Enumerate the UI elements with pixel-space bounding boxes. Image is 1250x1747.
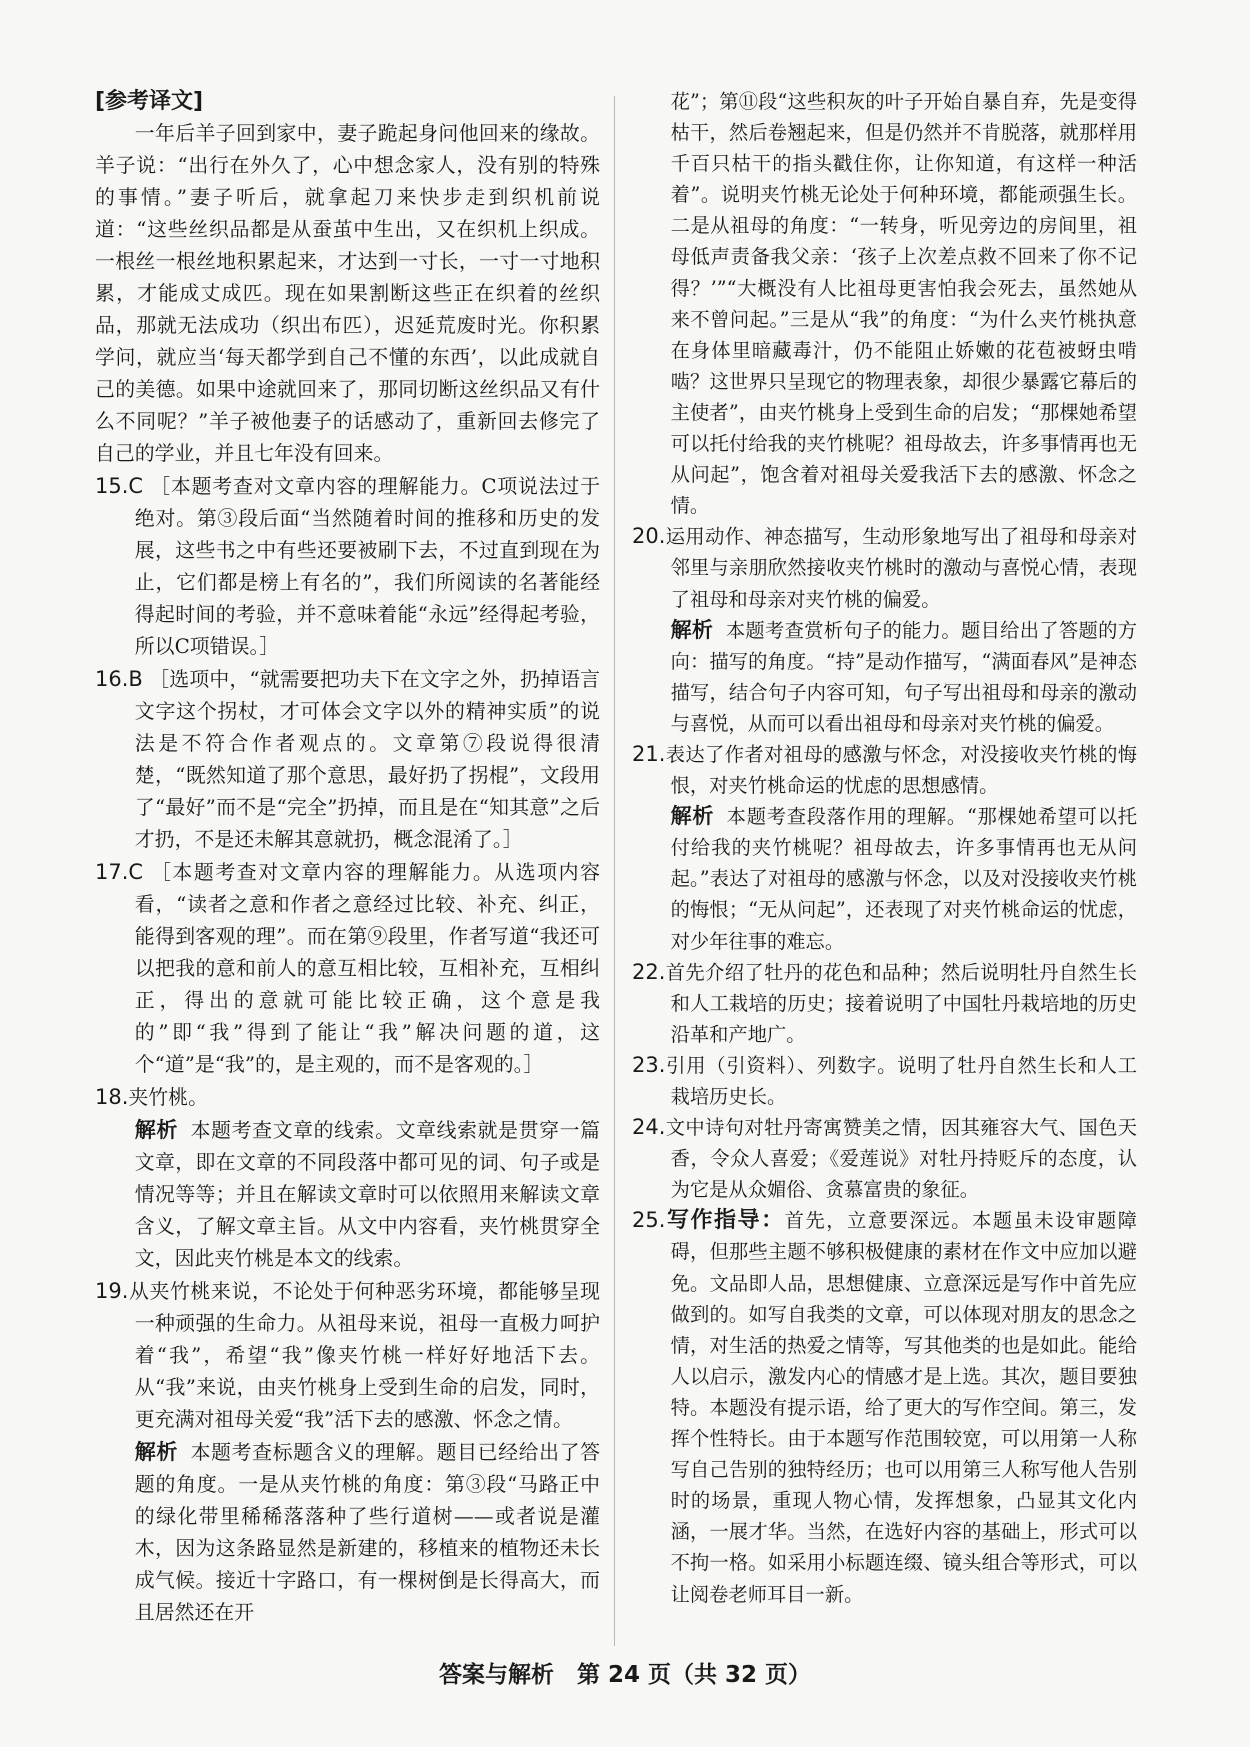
answer-text: 首先介绍了牡丹的花色和品种；然后说明牡丹自然生长和人工栽培的历史；接着说明了中国牡丹栽培地的历史沿革和产地广。 [665,960,1137,1046]
analysis-label: 解析 [134,1118,179,1142]
analysis-text: 本题考查赏析句子的能力。题目给出了答题的方向：描写的角度。“持”是动作描写，“满面春风”是神态描写，结合句子内容可知，句子写出祖母和母亲的激动与喜悦，从而可以看出祖母和母亲对夹竹桃的偏爱。 [670,618,1138,735]
answer-text: 表达了作者对祖母的感激与怀念，对没接收夹竹桃的悔恨，对夹竹桃命运的忧虑的思想感情。 [665,742,1137,798]
translation-text: 一年后羊子回到家中，妻子跪起身问他回来的缘故。羊子说：“出行在外久了，心中想念家人，没有别的特殊的事情。”妻子听后，就拿起刀来快步走到织机前说道：“这些丝织品都是从蚕茧中生出，又在织机上织成。一根丝一根丝地积累起来，才达到一寸长，一寸一寸地积累，才能成丈成匹。现在如果割断这些正在织着的丝织品，那就无法成功（织出布匹），迟延荒废时光。你积累学问，就应当‘每天都学到自己不懂的东西’，以此成就自己的美德。如果中途就回来了，那同切断这丝织品又有什么不同呢？”羊子被他妻子的话感动了，重新回去修完了自己的学业，并且七年没有回来。 [95,122,600,465]
analysis-label: 解析 [670,617,714,642]
analysis-label: 解析 [670,804,715,829]
answer-number: 25. [632,1208,666,1233]
answer-text: 首先，立意要深远。本题虽未设审题障碍，但那些主题不够积极健康的素材在作文中应加以避免。文品即人品，思想健康、立意深远是写作中首先应做到的。如写自我类的文章，可以体现对朋友的思念之情，对生活的热爱之情等，写其他类的也是如此。能给人以启示，激发内心的情感才是上选。其次，题目要独特。本题没有提示语，给了更大的写作空间。第三，发挥个性特长。由于本题写作范围较宽，可以用第一人称写自己告别的独特经历；也可以用第三人称写他人告别时的场景，重现人物心情，发挥想象，凸显其文化内涵，一展才华。当然，在选好内容的基础上，形式可以不拘一格。如采用小标题连缀、镜头组合等形式，可以让阅卷老师耳目一新。 [670,1209,1137,1606]
column-divider [614,96,615,1646]
answer-number: 24. [632,1115,666,1140]
analysis-19-continued: 花”；第⑪段“这些积灰的叶子开始自暴自弃，先是变得枯干，然后卷翘起来，但是仍然并不肯脱落，就那样用千百只枯干的指头戳住你，让你知道，有这样一种活着”。说明夹竹桃无论处于何种环境，都能顽强生长。二是从祖母的角度：“一转身，听见旁边的房间里，祖母低声责备我父亲：‘孩子上次差点救不回来了你不记得？’”“大概没有人比祖母更害怕我会死去，虽然她从来不曾问起。”三是从“我”的角度：“为什么夹竹桃执意在身体里暗藏毒汁，仍不能阻止娇嫩的花苞被蚜虫啃啮？这世界只呈现它的物理表象，却很少暴露它幕后的主使者”，由夹竹桃身上受到生命的启发；“那棵她希望可以托付给我的夹竹桃呢？祖母故去，许多事情再也无从问起”，饱含着对祖母关爱我活下去的感激、怀念之情。 [670,90,1137,518]
answer-19 [95,1275,600,1436]
analysis-text: 本题考查段落作用的理解。“那棵她希望可以托付给我的夹竹桃呢？祖母故去，许多事情再也无从问起。”表达了对祖母的感激与怀念，以及对没接收夹竹桃的悔恨；“无从问起”，还表现了对夹竹桃命运的忧虑，对少年往事的难忘。 [670,805,1137,953]
analysis-text: 本题考查标题含义的理解。题目已经给出了答题的角度。一是从夹竹桃的角度：第③段“马路正中的绿化带里稀稀落落种了些行道树——或者说是灌木，因为这条路显然是新建的，移植来的植物还未长成气候。接近十字路口，有一棵树倒是长得高大，而且居然还在开 [134,1441,600,1624]
page-footer: 答案与解析 第 24 页（共 32 页） [438,1662,812,1688]
answer-text: 引用（引资料）、列数字。说明了牡丹自然生长和人工栽培历史长。 [665,1053,1137,1108]
answer-24 [632,1112,1137,1205]
answer-15 [95,470,600,663]
answer-18 [95,1081,600,1114]
analysis-label: 解析 [134,1440,179,1464]
answer-number: 17.C [95,860,144,884]
answer-25 [632,1205,1137,1609]
answer-number: 21. [632,741,666,766]
analysis-19 [95,1436,600,1629]
answer-text: ［本题考查对文章内容的理解能力。从选项内容看，“读者之意和作者之意经过比较、补充、纠正，能得到客观的理”。而在第⑨段里，作者写道“我还可以把我的意和前人的意互相比较，互相补充，互相纠正，得出的意就可能比较正确，这个意是我的”即“我”得到了能让“我”解决问题的道，这个“道”是“我”的，是主观的，而不是客观的。］ [134,861,600,1076]
answer-16 [95,663,600,856]
right-column [632,86,1137,1610]
answer-text: 夹竹桃。 [128,1086,208,1109]
analysis-text: 本题考查文章的线索。文章线索就是贯穿一篇文章，即在文章的不同段落中都可见的词、句子或是情况等等；并且在解读文章时可以依照用来解读文章含义，了解文章主旨。从文中内容看，夹竹桃贯穿全文，因此夹竹桃是本文的线索。 [134,1119,600,1270]
analysis-21 [632,801,1137,956]
answer-text: ［选项中，“就需要把功夫下在文字之外，扔掉语言文字这个拐杖，才可体会文字以外的精神实质”的说法是不符合作者观点的。文章第⑦段说得很清楚，“既然知道了那个意思，最好扔了拐棍”，文段用了“最好”而不是“完全”扔掉，而且是在“知其意”之后才扔，不是还未解其意就扔，概念混淆了。］ [134,668,601,851]
answer-text: 运用动作、神态描写，生动形象地写出了祖母和母亲对邻里与亲朋欣然接收夹竹桃时的激动与喜悦心情，表现了祖母和母亲对夹竹桃的偏爱。 [665,525,1137,611]
analysis-20 [632,615,1137,739]
translation-heading: [参考译文] [95,89,204,114]
answer-number: 22. [632,959,666,984]
answer-number: 20. [632,524,666,549]
answer-number: 19. [95,1279,129,1303]
answer-text: 文中诗句对牡丹寄寓赞美之情，因其雍容大气、国色天香，令众人喜爱；《爱莲说》对牡丹持贬斥的态度，认为它是从众媚俗、贪慕富贵的象征。 [665,1116,1137,1202]
answer-text: 从夹竹桃来说，不论处于何种恶劣环境，都能够呈现一种顽强的生命力。从祖母来说，祖母一直极力呵护着“我”，希望“我”像夹竹桃一样好好地活下去。从“我”来说，由夹竹桃身上受到生命的启发，同时，更充满对祖母关爱“我”活下去的感激、怀念之情。 [128,1280,600,1431]
answer-22 [632,957,1137,1050]
answer-23 [632,1050,1137,1112]
left-column [95,86,600,1629]
answer-number: 18. [95,1085,129,1109]
answer-number: 23. [632,1052,666,1077]
answer-21 [632,739,1137,801]
answer-number: 16.B [95,667,143,691]
answer-17 [95,856,600,1081]
answer-number: 15.C [95,474,144,498]
writing-guide-label: 写作指导： [665,1208,785,1234]
answer-20 [632,521,1137,614]
analysis-18 [95,1114,600,1275]
answer-text: ［本题考查对文章内容的理解能力。C项说法过于绝对。第③段后面“当然随着时间的推移和历史的发展，这些书之中有些还要被刷下去，不过直到现在为止，它们都是榜上有名的”，我们所阅读的名著能经得起时间的考验，并不意味着能“永远”经得起考验，所以C项错误。］ [134,475,601,658]
